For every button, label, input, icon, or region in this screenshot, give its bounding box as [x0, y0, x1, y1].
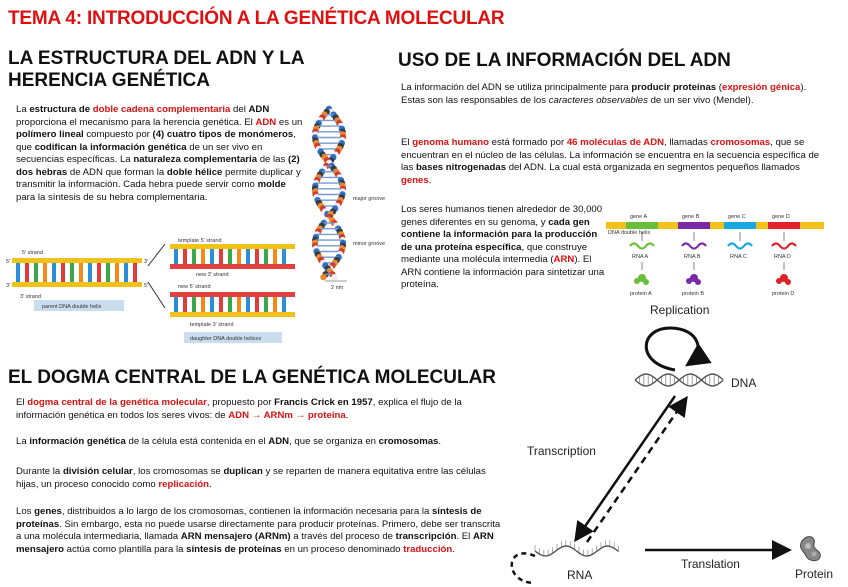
base-pair — [133, 263, 137, 282]
replication-arrow — [646, 328, 698, 370]
atom — [320, 274, 326, 280]
strand-label: new 3' strand — [196, 272, 229, 278]
end-label: 3' — [144, 259, 149, 265]
transcription-label: Transcription — [527, 444, 596, 458]
gene-label: gene C — [728, 214, 746, 220]
replication-label: Replication — [650, 303, 710, 317]
rna-label: RNA — [567, 568, 593, 582]
groove-label: major groove — [353, 196, 386, 202]
strand-label: template 3' strand — [190, 322, 234, 328]
protein-blob — [634, 278, 640, 284]
protein-label: protein A — [630, 291, 652, 297]
groove-label: minor groove — [353, 241, 386, 247]
base-pair — [264, 249, 268, 264]
base-pair — [88, 263, 92, 282]
section-heading-uso: USO DE LA INFORMACIÓN DEL ADN — [398, 50, 731, 71]
dna-replication-diagram — [0, 238, 310, 348]
base-pair — [201, 249, 205, 264]
gene-segment — [724, 222, 756, 229]
base-pair — [43, 263, 47, 282]
base-pair — [255, 297, 259, 312]
scale-label: 2 nm — [331, 285, 344, 291]
rna-molecule — [772, 244, 796, 249]
base-pair — [192, 249, 196, 264]
end-label: 5' — [144, 283, 149, 289]
base-pair — [183, 249, 187, 264]
translation-label: Translation — [681, 557, 740, 571]
end-label: 3' — [6, 283, 11, 289]
dna-helix-icon — [635, 374, 723, 386]
reverse-transcription-arrow — [587, 400, 685, 542]
heading-line: HERENCIA GENÉTICA — [8, 70, 210, 91]
base-pair — [246, 297, 250, 312]
section1-body: La estructura de doble cadena complementaria del ADN proporciona el mecanismo para la herencia genética. El ADN es un polímero lineal compuesto por (4) cuatro tipos de monómeros, que codifican la información genética de un ser vivo en secuencias específicas. La naturaleza complementaria de las (2) dos hebras de ADN que forman la doble hélice permite duplicar y transmitir la información. Cada hebra puede servir como molde para la síntesis de su hebra complementaria. — [16, 104, 303, 203]
section-heading-estructura — [8, 48, 388, 92]
base-pair — [174, 249, 178, 264]
protein-blob — [686, 278, 692, 284]
base-pair — [124, 263, 128, 282]
section2-para-3: Los seres humanos tienen alrededor de 30,000 genes diferentes en su genoma, y cada gen contiene la información para la producción de una proteína específica, que construye mediante una molécula intermedia (ARN). El ARN contiene la información para sintetizar una proteína. — [401, 204, 605, 290]
gene-segment — [768, 222, 800, 229]
rna-label: RNA D — [774, 254, 791, 260]
base-pair — [52, 263, 56, 282]
section3-para-3: Durante la división celular, los cromosomas se duplican y se reparten de manera equitativa entre las células hijas, un proceso conocido como replicación. — [16, 466, 486, 490]
daughter-helix-top — [170, 244, 295, 269]
rna-replication-arrow — [512, 553, 535, 583]
daughter-label: daughter DNA double helices — [190, 336, 262, 342]
base-pair — [210, 249, 214, 264]
protein-label: protein B — [682, 291, 705, 297]
rna-label: RNA C — [730, 254, 747, 260]
dna-label: DNA double helix — [608, 230, 651, 236]
protein-blob — [776, 278, 782, 284]
heading-line: LA ESTRUCTURA DEL ADN Y LA — [8, 48, 305, 69]
rna-label: RNA A — [632, 254, 649, 260]
rna-label: RNA B — [684, 254, 701, 260]
protein-label: protein D — [772, 291, 795, 297]
base-pair — [192, 297, 196, 312]
section-heading-dogma: EL DOGMA CENTRAL DE LA GENÉTICA MOLECULAR — [8, 367, 497, 388]
base-pair — [282, 297, 286, 312]
base-pair — [228, 249, 232, 264]
protein-blob — [643, 279, 649, 285]
end-label: 5' — [6, 259, 11, 265]
base-pair — [228, 297, 232, 312]
base-pair — [183, 297, 187, 312]
protein-blob — [785, 279, 791, 285]
base-pair — [237, 297, 241, 312]
page-title: TEMA 4: INTRODUCCIÓN A LA GENÉTICA MOLECULAR — [8, 8, 505, 29]
base-pair — [246, 249, 250, 264]
gene-expression-diagram — [606, 208, 826, 300]
base-pair — [70, 263, 74, 282]
base-pair — [16, 263, 20, 282]
section2-para-2: El genoma humano está formado por 46 moléculas de ADN, llamadas cromosomas, que se encuentran en el núcleo de las células. La información se encuentra en la secuencia específica de las bases nitrogenadas del ADN. La cual está organizada en segmentos pequeños llamados genes. — [401, 137, 820, 186]
transcription-arrow — [577, 396, 675, 538]
base-pair — [255, 249, 259, 264]
section3-para-1: El dogma central de la genética molecular, propuesto por Francis Crick en 1957, explica el flujo de la información genética en todos los seres vivos: de ADN → ARNm → proteína. — [16, 397, 462, 421]
base-pair — [25, 263, 29, 282]
protein-icon — [801, 537, 821, 561]
base-pair — [219, 249, 223, 264]
rna-molecule — [630, 244, 654, 249]
base-pair — [61, 263, 65, 282]
base-pair — [264, 297, 268, 312]
strand-label: template 5' strand — [178, 238, 222, 244]
strand-label: new 5' strand — [178, 284, 211, 290]
gene-label: gene B — [682, 214, 700, 220]
strand-label: 5' strand — [22, 250, 43, 256]
rna-backbone — [535, 546, 619, 556]
rna-strand-icon — [535, 540, 619, 556]
base-pair — [106, 263, 110, 282]
base-pair — [282, 249, 286, 264]
base-pair — [210, 297, 214, 312]
gene-label: gene A — [630, 214, 648, 220]
parent-dna-helix — [12, 258, 142, 287]
section3-para-4: Los genes, distribuidos a lo largo de los cromosomas, contienen la información necesaria para la síntesis de proteínas. Sin embargo, esta no puede usarse directamente para producir proteínas. Primero, debe ser transcrita a una molécula intermediaria, llamada ARN mensajero (ARNm) a través del proceso de transcripción. El ARN mensajero actúa como plantilla para la síntesis de proteínas en un proceso denominado traducción. — [16, 506, 501, 555]
parent-label: parent DNA double helix — [42, 304, 102, 310]
base-pair — [201, 297, 205, 312]
base-pair — [97, 263, 101, 282]
gene-label: gene D — [772, 214, 790, 220]
dna-3d-helix-image — [305, 105, 386, 291]
base-pair — [79, 263, 83, 282]
base-pair — [237, 249, 241, 264]
strand-label: 3' strand — [20, 294, 41, 300]
gene-segment — [678, 222, 710, 229]
base-pair — [219, 297, 223, 312]
central-dogma-diagram — [505, 298, 848, 587]
atom — [331, 274, 337, 280]
protein-label: Protein — [795, 567, 834, 581]
base-pair — [115, 263, 119, 282]
protein-blob — [695, 279, 701, 285]
rna-molecule — [728, 244, 752, 249]
section3-para-2: La información genética de la célula está contenida en el ADN, que se organiza en cromosomas. — [16, 436, 442, 447]
dna-label: DNA — [731, 376, 757, 390]
section2-para-1: La información del ADN se utiliza principalmente para producir proteínas (expresión génica). Estas son las responsables de los caracteres observables de un ser vivo (Mendel). — [401, 82, 807, 106]
gene-segment — [626, 222, 658, 229]
base-pair — [273, 249, 277, 264]
rna-molecule — [682, 244, 706, 249]
base-pair — [273, 297, 277, 312]
daughter-helix-bottom — [170, 292, 295, 317]
base-pair — [34, 263, 38, 282]
base-pair — [174, 297, 178, 312]
